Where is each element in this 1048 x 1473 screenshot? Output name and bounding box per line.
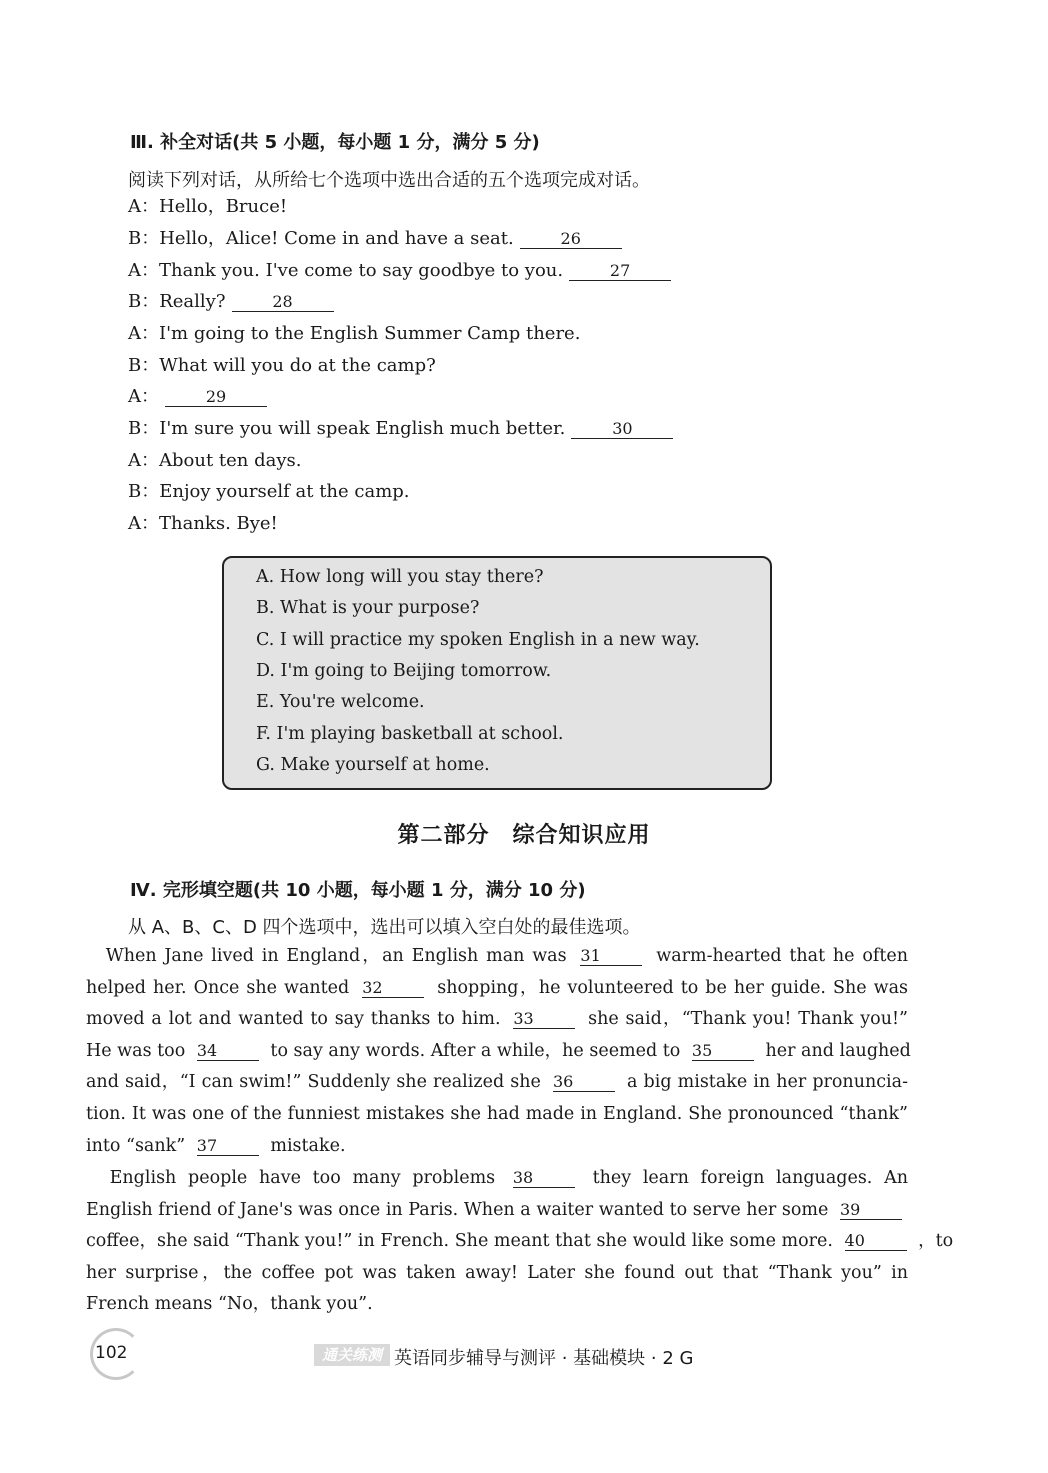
- paragraph-text: coffee，she said “Thank you!” in French. She meant that she would like some more.: [86, 1231, 833, 1252]
- dialogue-text: B：I'm sure you will speak English much better.: [128, 418, 566, 439]
- dialogue-line: [128, 224, 622, 250]
- option-item: A. How long will you stay there?: [256, 567, 544, 587]
- page-number-badge: [90, 1328, 142, 1380]
- dialogue-line: [128, 446, 302, 472]
- answer-blank[interactable]: 28: [232, 293, 334, 312]
- cloze-paragraph-2: [86, 1163, 954, 1321]
- paragraph-line: [86, 1131, 908, 1163]
- paragraph-text: moved a lot and wanted to say thanks to him.: [86, 1009, 501, 1030]
- cloze-blank[interactable]: 34: [197, 1042, 259, 1061]
- paragraph-line: [86, 1289, 908, 1321]
- answer-blank[interactable]: 29: [165, 388, 267, 407]
- dialogue-line: [128, 319, 580, 345]
- answer-blank[interactable]: 30: [571, 420, 673, 439]
- paragraph-text: mistake.: [270, 1135, 346, 1156]
- paragraph-text: she said，“Thank you! Thank you!”: [588, 1009, 908, 1030]
- paragraph-line: [86, 973, 908, 1005]
- dialogue-line: [128, 509, 278, 535]
- dialogue-text: B：Hello，Alice! Come in and have a seat.: [128, 228, 514, 249]
- dialogue-text: A：Thank you. I've come to say goodbye to you.: [128, 260, 564, 281]
- dialogue-text: A：: [128, 386, 159, 407]
- dialogue-line: [128, 287, 334, 313]
- paragraph-text: her and laughed: [765, 1040, 911, 1061]
- paragraph-text: warm-hearted that he often: [656, 946, 909, 966]
- dialogue-line: [128, 414, 673, 440]
- brand-logo: 通关练测: [314, 1344, 390, 1366]
- paragraph-text: English people have too many problems: [86, 1168, 496, 1188]
- cloze-blank[interactable]: 35: [692, 1042, 754, 1061]
- paragraph-line: [86, 1258, 908, 1290]
- option-item: E. You're welcome.: [256, 692, 425, 713]
- paragraph-text: and said，“I can swim!” Suddenly she realized she: [86, 1072, 541, 1093]
- answer-blank[interactable]: 26: [520, 230, 622, 249]
- dialogue-line: [128, 192, 287, 218]
- option-item: F. I'm playing basketball at school.: [256, 723, 564, 744]
- paragraph-text: tion. It was one of the funniest mistakes she had made in England. She pronounced “thank”: [86, 1103, 908, 1124]
- dialogue-line: [128, 477, 410, 503]
- section4-instruction: 从 A、B、C、D 四个选项中，选出可以填入空白处的最佳选项。: [128, 917, 641, 938]
- section4-title: Ⅳ. 完形填空题(共 10 小题，每小题 1 分，满分 10 分): [130, 880, 586, 901]
- paragraph-line: [86, 941, 908, 973]
- cloze-blank[interactable]: 37: [197, 1137, 259, 1156]
- paragraph-text: helped her. Once she wanted: [86, 977, 350, 998]
- options-box: [222, 556, 772, 790]
- dialogue-line: [128, 351, 436, 377]
- cloze-blank[interactable]: 40: [845, 1232, 907, 1251]
- cloze-blank[interactable]: 33: [513, 1010, 575, 1029]
- section3-title: Ⅲ. 补全对话(共 5 小题，每小题 1 分，满分 5 分): [130, 132, 540, 153]
- option-item: G. Make yourself at home.: [256, 754, 490, 775]
- cloze-blank[interactable]: 36: [553, 1073, 615, 1092]
- paragraph-line: [86, 1067, 908, 1099]
- paragraph-text: French means “No，thank you”.: [86, 1294, 373, 1315]
- paragraph-text: When Jane lived in England，an English man was: [86, 946, 567, 966]
- paragraph-text: into “sank”: [86, 1135, 186, 1156]
- paragraph-line: [86, 1163, 908, 1195]
- cloze-blank[interactable]: 38: [513, 1169, 575, 1188]
- paragraph-text: ，to: [918, 1231, 954, 1252]
- paragraph-text: they learn foreign languages. An: [592, 1168, 908, 1188]
- paragraph-line: [86, 1226, 954, 1258]
- cloze-blank[interactable]: 39: [840, 1201, 902, 1220]
- dialogue-text: A：Thanks. Bye!: [128, 513, 278, 534]
- dialogue-text: B：Enjoy yourself at the camp.: [128, 481, 410, 502]
- dialogue-text: A：Hello，Bruce!: [128, 196, 288, 217]
- cloze-paragraph-1: [86, 941, 911, 1162]
- paragraph-line: [86, 1004, 908, 1036]
- paragraph-text: He was too: [86, 1040, 186, 1061]
- paragraph-text: to say any words. After a while，he seemed to: [270, 1040, 681, 1061]
- option-item: B. What is your purpose?: [256, 598, 480, 619]
- paragraph-text: English friend of Jane's was once in Paris. When a waiter wanted to serve her some: [86, 1199, 829, 1220]
- paragraph-line: [86, 1195, 908, 1227]
- cloze-blank[interactable]: 32: [362, 979, 424, 998]
- dialogue-text: B：Really?: [128, 291, 226, 312]
- dialogue-text: A：About ten days.: [128, 450, 302, 471]
- dialogue-text: A：I'm going to the English Summer Camp there.: [128, 323, 581, 344]
- paragraph-line: [86, 1036, 911, 1068]
- paragraph-text: a big mistake in her pronuncia-: [627, 1072, 908, 1093]
- book-title: 英语同步辅导与测评 · 基础模块 · 2 G: [394, 1348, 694, 1369]
- option-item: C. I will practice my spoken English in a new way.: [256, 629, 700, 650]
- answer-blank[interactable]: 27: [569, 262, 671, 281]
- option-item: D. I'm going to Beijing tomorrow.: [256, 660, 552, 681]
- paragraph-text: her surprise，the coffee pot was taken away! Later she found out that “Thank you” in: [86, 1262, 908, 1283]
- dialogue-line: [128, 256, 671, 282]
- paragraph-text: shopping，he volunteered to be her guide. She was: [437, 977, 908, 998]
- page-number: 102: [95, 1343, 128, 1363]
- section3-instruction: 阅读下列对话，从所给七个选项中选出合适的五个选项完成对话。: [128, 170, 650, 191]
- cloze-blank[interactable]: 31: [580, 947, 642, 966]
- dialogue-text: B：What will you do at the camp?: [128, 355, 436, 376]
- paragraph-line: [86, 1099, 908, 1131]
- part2-title: 第二部分 综合知识应用: [397, 823, 651, 848]
- dialogue-line: [128, 382, 267, 408]
